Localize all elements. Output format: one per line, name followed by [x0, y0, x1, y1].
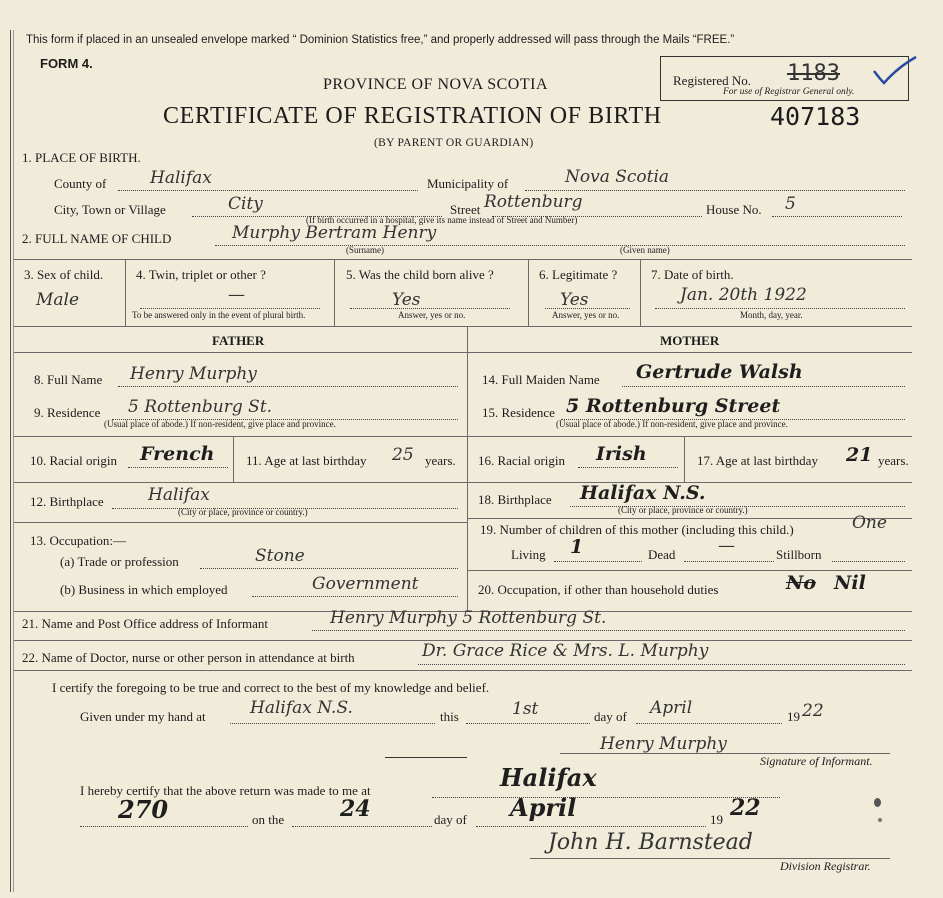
- registrar-separator: [385, 757, 467, 758]
- street-label: Street: [450, 202, 481, 217]
- mother-age-unit: years.: [878, 453, 909, 468]
- ink-blot: [878, 818, 882, 822]
- registrar-signature-label: Division Registrar.: [780, 859, 871, 873]
- father-rule-2: [14, 482, 467, 483]
- registrar-year-value: 22: [730, 795, 761, 821]
- mother-age-label: 17. Age at last birthday: [697, 453, 818, 468]
- registrar-place-value: Halifax: [500, 763, 597, 792]
- registrar-day-value: 24: [340, 796, 371, 822]
- month-value: April: [650, 698, 693, 718]
- row3-divider-2: [334, 259, 335, 326]
- mother-occupation-struck: No: [786, 572, 817, 594]
- father-age-divider: [233, 436, 234, 482]
- mother-racial-value: Irish: [596, 443, 647, 465]
- alive-underline: [350, 308, 510, 309]
- father-residence-label: 9. Residence: [34, 405, 101, 420]
- registered-value: 1183: [787, 61, 840, 86]
- father-racial-label: 10. Racial origin: [30, 453, 118, 468]
- province-heading: PROVINCE OF NOVA SCOTIA: [323, 76, 549, 93]
- date-underline: [655, 308, 905, 309]
- city-value: City: [228, 194, 263, 214]
- row3-divider-3: [528, 259, 529, 326]
- legitimate-value: Yes: [560, 290, 589, 310]
- registrar-number-value: 270: [118, 795, 169, 824]
- father-trade-underline: [200, 568, 458, 569]
- father-racial-underline: [128, 467, 228, 468]
- mother-residence-label: 15. Residence: [482, 405, 555, 420]
- mother-name-value: Gertrude Walsh: [636, 361, 803, 383]
- father-trade-value: Stone: [255, 546, 305, 566]
- father-business-label: (b) Business in which employed: [60, 582, 228, 597]
- father-name-underline: [118, 386, 458, 387]
- mother-children-value: One: [852, 513, 887, 533]
- registrar-day-of-label: day of: [434, 812, 467, 827]
- mother-dead-label: Dead: [648, 547, 676, 562]
- father-name-value: Henry Murphy: [130, 364, 257, 384]
- informant-underline: [312, 630, 905, 631]
- mother-living-label: Living: [511, 547, 546, 562]
- mother-occupation-value: Nil: [834, 572, 866, 594]
- legitimate-note: Answer, yes or no.: [552, 310, 620, 320]
- father-name-label: 8. Full Name: [34, 372, 103, 387]
- surname-note: (Surname): [346, 245, 384, 255]
- date-note: Month, day, year.: [740, 310, 803, 320]
- twin-value: —: [228, 285, 245, 305]
- row3-divider-1: [125, 259, 126, 326]
- mother-rule-1: [467, 436, 912, 437]
- father-age-label: 11. Age at last birthday: [246, 453, 367, 468]
- child-name-value: Murphy Bertram Henry: [232, 223, 437, 243]
- mother-age-divider: [684, 436, 685, 482]
- this-value: 1st: [512, 699, 539, 719]
- mother-name-label: 14. Full Maiden Name: [482, 372, 600, 387]
- father-rule-3: [14, 522, 467, 523]
- child-name-label: 2. FULL NAME OF CHILD: [22, 231, 172, 246]
- registered-label: Registered No.: [673, 73, 751, 88]
- father-business-value: Government: [312, 574, 419, 594]
- registrar-place-underline: [432, 797, 780, 798]
- county-label: County of: [54, 176, 107, 191]
- date-of-birth-value: Jan. 20th 1922: [680, 285, 807, 305]
- day-of-label: day of: [594, 709, 627, 724]
- house-underline: [772, 216, 902, 217]
- left-border: [10, 30, 11, 892]
- municipality-label: Municipality of: [427, 176, 509, 191]
- father-racial-value: French: [140, 443, 215, 465]
- sex-label: 3. Sex of child.: [24, 267, 104, 282]
- twin-label: 4. Twin, triplet or other ?: [136, 267, 266, 282]
- ink-blot: [874, 798, 881, 807]
- mail-notice: This form if placed in an unsealed envelope marked “ Dominion Statistics free,” and properly addressed will pass through the Mails “FREE.”: [26, 34, 735, 46]
- twin-note: To be answered only in the event of plural birth.: [132, 310, 306, 320]
- left-border-inner: [13, 30, 14, 892]
- certify-top-rule: [14, 670, 912, 671]
- municipality-value: Nova Scotia: [565, 167, 670, 187]
- child-name-underline: [215, 245, 905, 246]
- alive-label: 5. Was the child born alive ?: [346, 267, 494, 282]
- mother-occupation-label: 20. Occupation, if other than household duties: [478, 582, 719, 597]
- row3-top-rule: [14, 259, 912, 260]
- father-residence-value: 5 Rottenburg St.: [128, 397, 273, 417]
- legitimate-underline: [545, 308, 630, 309]
- parents-divider: [467, 326, 468, 611]
- mother-stillborn-label: Stillborn: [776, 547, 822, 562]
- father-occupation-label: 13. Occupation:—: [30, 533, 127, 548]
- mother-dead-value: —: [718, 536, 735, 556]
- father-age-unit: years.: [425, 453, 456, 468]
- registrar-number-underline: [80, 826, 248, 827]
- sex-value: Male: [36, 290, 80, 310]
- registrar-year-prefix: 19: [710, 812, 723, 827]
- informant-signature: Henry Murphy: [600, 734, 727, 754]
- father-birthplace-value: Halifax: [148, 485, 210, 505]
- given-place-value: Halifax N.S.: [250, 698, 353, 718]
- mother-residence-value: 5 Rottenburg Street: [566, 395, 781, 417]
- mother-heading: MOTHER: [660, 333, 720, 348]
- registrar-month-underline: [476, 826, 706, 827]
- father-heading: FATHER: [212, 333, 265, 348]
- registered-note: For use of Registrar General only.: [723, 87, 855, 97]
- mother-birthplace-value: Halifax N.S.: [580, 482, 706, 504]
- registrar-statement: I hereby certify that the above return was made to me at: [80, 783, 371, 798]
- mother-age-value: 21: [846, 444, 873, 466]
- city-label: City, Town or Village: [54, 202, 166, 217]
- county-value: Halifax: [150, 168, 212, 188]
- certify-statement: I certify the foregoing to be true and correct to the best of my knowledge and belief.: [52, 680, 490, 695]
- legitimate-label: 6. Legitimate ?: [539, 267, 618, 282]
- row3-divider-4: [640, 259, 641, 326]
- registrar-day-underline: [292, 826, 432, 827]
- mother-birthplace-note: (City or place, province or country.): [618, 505, 748, 515]
- mother-rule-4: [467, 570, 912, 571]
- house-value: 5: [785, 194, 796, 214]
- title-number: 407183: [770, 102, 861, 131]
- informant-signature-label: Signature of Informant.: [760, 754, 873, 768]
- certificate-title: CERTIFICATE OF REGISTRATION OF BIRTH: [163, 103, 662, 129]
- doctor-label: 22. Name of Doctor, nurse or other person in attendance at birth: [22, 650, 355, 665]
- row3-bottom-rule: [14, 326, 912, 327]
- mother-birthplace-label: 18. Birthplace: [478, 492, 552, 507]
- place-of-birth-label: 1. PLACE OF BIRTH.: [22, 150, 141, 165]
- informant-label: 21. Name and Post Office address of Informant: [22, 616, 268, 631]
- mother-dead-underline: [684, 561, 774, 562]
- mother-residence-note: (Usual place of abode.) If non-resident, give place and province.: [556, 419, 788, 429]
- municipality-underline: [525, 190, 905, 191]
- parents-header-rule: [14, 352, 912, 353]
- father-business-underline: [252, 596, 458, 597]
- mother-rule-3: [467, 518, 912, 519]
- mother-children-label: 19. Number of children of this mother (including this child.): [480, 522, 794, 537]
- county-underline: [118, 190, 418, 191]
- this-label: this: [440, 709, 459, 724]
- date-of-birth-label: 7. Date of birth.: [651, 267, 734, 282]
- mother-name-underline: [622, 386, 905, 387]
- mother-racial-underline: [578, 467, 678, 468]
- informant-value: Henry Murphy 5 Rottenburg St.: [330, 608, 607, 628]
- mother-stillborn-underline: [832, 561, 905, 562]
- certificate-subtitle: (BY PARENT OR GUARDIAN): [374, 137, 534, 149]
- doctor-underline: [418, 664, 905, 665]
- year-value: 22: [802, 701, 824, 721]
- father-trade-label: (a) Trade or profession: [60, 554, 179, 569]
- mother-racial-label: 16. Racial origin: [478, 453, 566, 468]
- doctor-value: Dr. Grace Rice & Mrs. L. Murphy: [422, 641, 709, 661]
- alive-value: Yes: [392, 290, 421, 310]
- given-name-note: (Given name): [620, 245, 670, 255]
- street-value: Rottenburg: [484, 192, 583, 212]
- father-birthplace-note: (City or place, province or country.): [178, 507, 308, 517]
- given-under-label: Given under my hand at: [80, 709, 206, 724]
- father-residence-note: (Usual place of abode.) If non-resident, give place and province.: [104, 419, 336, 429]
- hospital-note: (If birth occurred in a hospital, give its name instead of Street and Number): [306, 215, 578, 225]
- house-label: House No.: [706, 202, 762, 217]
- given-place-underline: [230, 723, 435, 724]
- check-mark-icon: [870, 55, 920, 85]
- father-rule-1: [14, 436, 467, 437]
- father-age-value: 25: [392, 445, 414, 465]
- father-birthplace-label: 12. Birthplace: [30, 494, 104, 509]
- form-number: FORM 4.: [40, 56, 93, 71]
- registrar-month-value: April: [510, 793, 577, 822]
- mother-living-value: 1: [570, 536, 584, 558]
- registrar-signature: John H. Barnstead: [548, 830, 753, 855]
- year-prefix: 19: [787, 709, 800, 724]
- month-underline: [636, 723, 782, 724]
- twin-underline: [140, 308, 320, 309]
- mother-living-underline: [554, 561, 642, 562]
- alive-note: Answer, yes or no.: [398, 310, 466, 320]
- this-underline: [466, 723, 590, 724]
- on-the-label: on the: [252, 812, 285, 827]
